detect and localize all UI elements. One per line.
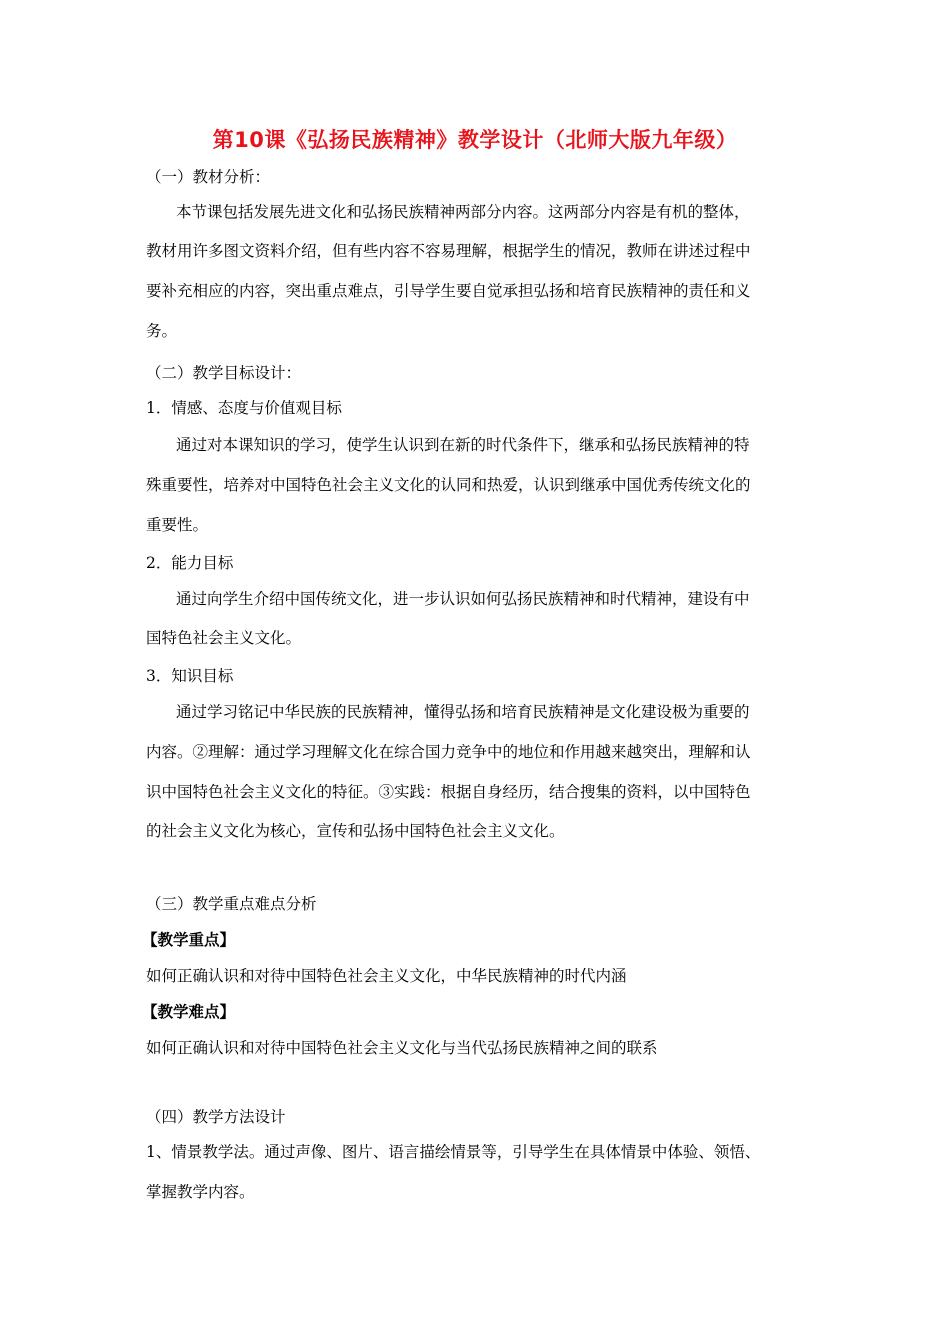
- paragraph-line: 要补充相应的内容，突出重点难点，引导学生要自觉承担弘扬和培育民族精神的责任和义: [146, 282, 751, 300]
- paragraph-line: 内容。②理解：通过学习理解文化在综合国力竞争中的地位和作用越来越突出，理解和认: [146, 743, 751, 761]
- paragraph-line: 识中国特色社会主义文化的特征。③实践：根据自身经历，结合搜集的资料，以中国特色: [146, 783, 751, 801]
- paragraph-line: 通过向学生介绍中国传统文化，进一步认识如何弘扬民族精神和时代精神，建设有中: [176, 590, 750, 608]
- section-heading-key-points: （三）教学重点难点分析: [146, 895, 317, 913]
- difficulty-text: 如何正确认识和对待中国特色社会主义文化与当代弘扬民族精神之间的联系: [146, 1039, 658, 1057]
- paragraph-line: 本节课包括发展先进文化和弘扬民族精神两部分内容。这两部分内容是有机的整体，: [176, 203, 750, 221]
- paragraph-line: 1、情景教学法。通过声像、图片、语言描绘情景等，引导学生在具体情景中体验、领悟、: [146, 1143, 761, 1161]
- paragraph-line: 通过学习铭记中华民族的民族精神，懂得弘扬和培育民族精神是文化建设极为重要的: [176, 703, 750, 721]
- paragraph-line: 通过对本课知识的学习，使学生认识到在新的时代条件下，继承和弘扬民族精神的特: [176, 436, 750, 454]
- section-heading-methods: （四）教学方法设计: [146, 1108, 286, 1126]
- paragraph-line: 掌握教学内容。: [146, 1183, 255, 1201]
- paragraph-line: 务。: [146, 322, 178, 340]
- key-point-label: 【教学重点】: [142, 931, 236, 949]
- section-heading-materials: （一）教材分析：: [146, 168, 271, 186]
- paragraph-line: 国特色社会主义文化。: [146, 629, 302, 647]
- paragraph-line: 重要性。: [146, 516, 209, 534]
- section-heading-objectives: （二）教学目标设计：: [146, 364, 302, 382]
- document-title: 第10课《弘扬民族精神》教学设计（北师大版九年级）: [212, 128, 738, 152]
- paragraph-line: 教材用许多图文资料介绍，但有些内容不容易理解，根据学生的情况，教师在讲述过程中: [146, 242, 751, 260]
- difficulty-label: 【教学难点】: [142, 1003, 236, 1021]
- key-point-text: 如何正确认识和对待中国特色社会主义文化，中华民族精神的时代内涵: [146, 967, 627, 985]
- paragraph-line: 殊重要性，培养对中国特色社会主义文化的认同和热爱，认识到继承中国优秀传统文化的: [146, 476, 751, 494]
- subheading-knowledge: 3．知识目标: [146, 667, 234, 685]
- subheading-ability: 2．能力目标: [146, 554, 234, 572]
- paragraph-line: 的社会主义文化为核心，宣传和弘扬中国特色社会主义文化。: [146, 822, 565, 840]
- subheading-emotion: 1．情感、态度与价值观目标: [146, 399, 342, 417]
